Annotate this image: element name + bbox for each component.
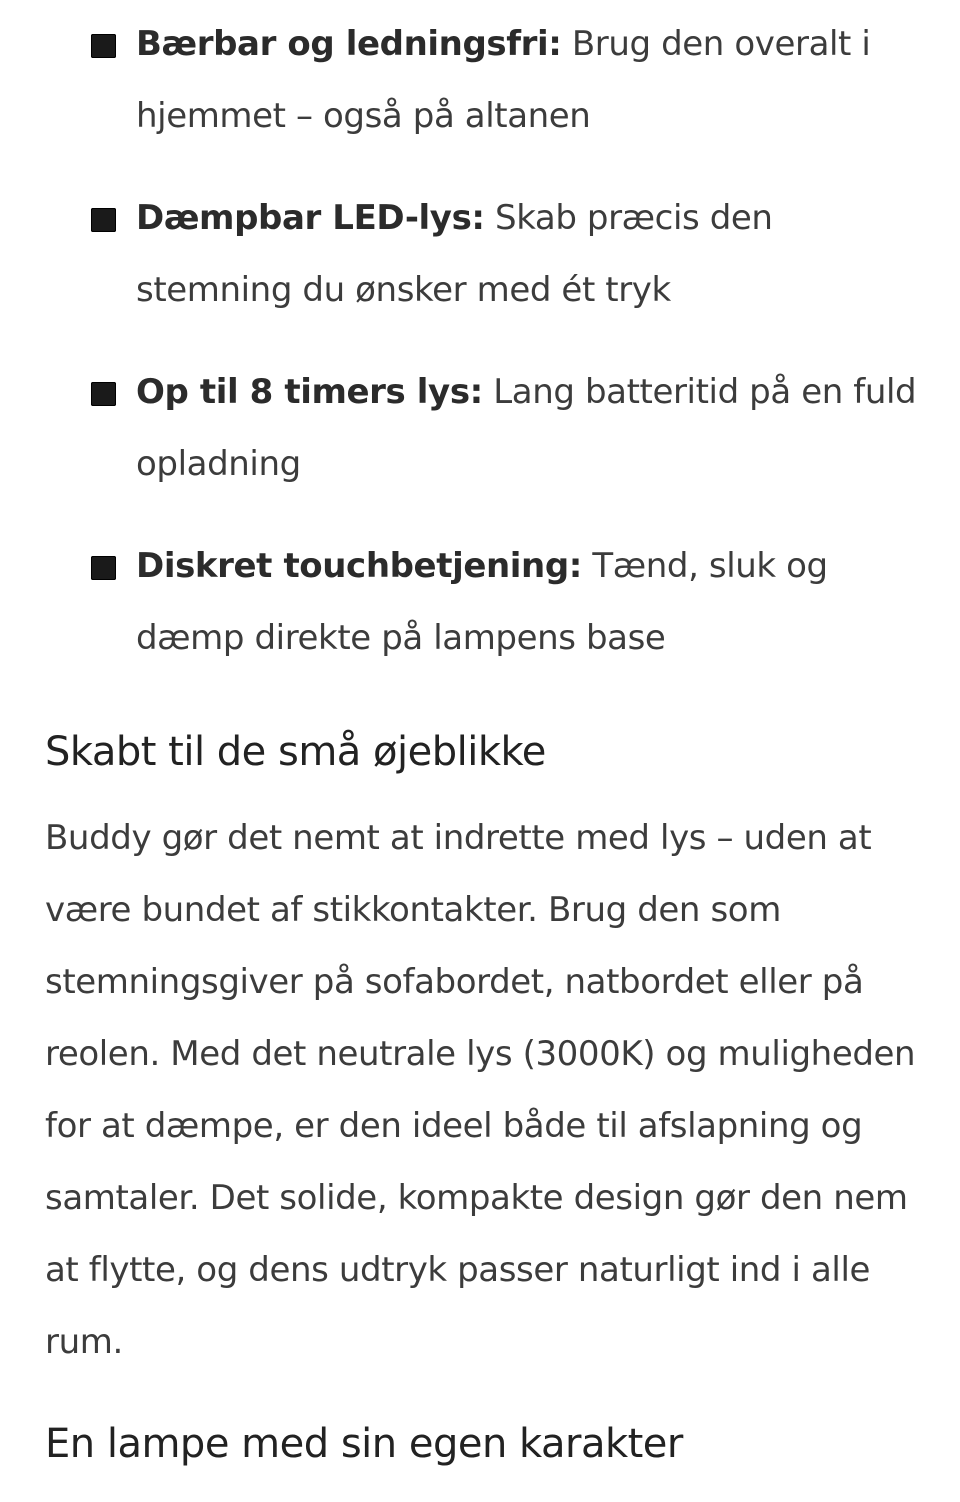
square-bullet-icon xyxy=(91,556,116,580)
list-item xyxy=(0,182,960,326)
list-item xyxy=(0,356,960,500)
section-paragraph: Buddy gør det nemt at indrette med lys – uden at være bundet af stikkontakter. Brug den som stemningsgiver på sofabordet, natbordet eller på reolen. Med det neutrale lys (3000K) og muligheden for at dæmpe, er den ideel både til afslapning og samtaler. Det solide, kompakte design gør den nem at flytte, og dens udtryk passer naturligt ind i alle rum. xyxy=(45,818,916,1362)
feature-title: Diskret touchbetjening: xyxy=(136,546,582,586)
feature-list xyxy=(0,8,960,704)
section-heading: Skabt til de små øjeblikke xyxy=(45,729,546,775)
square-bullet-icon xyxy=(91,382,116,406)
feature-title: Dæmpbar LED-lys: xyxy=(136,198,485,238)
list-item xyxy=(0,530,960,674)
feature-title: Op til 8 timers lys: xyxy=(136,372,483,412)
square-bullet-icon xyxy=(91,208,116,232)
square-bullet-icon xyxy=(91,34,116,58)
feature-title: Bærbar og ledningsfri: xyxy=(136,24,562,64)
feature-description: Tænd, sluk og dæmp direkte på lampens base xyxy=(136,546,828,658)
feature-description: Brug den overalt i hjemmet – også på altanen xyxy=(136,24,871,136)
list-item xyxy=(0,8,960,152)
feature-description: Lang batteritid på en fuld opladning xyxy=(136,372,917,484)
section-heading: En lampe med sin egen karakter xyxy=(45,1421,683,1467)
feature-description: Skab præcis den stemning du ønsker med ét tryk xyxy=(136,198,773,310)
